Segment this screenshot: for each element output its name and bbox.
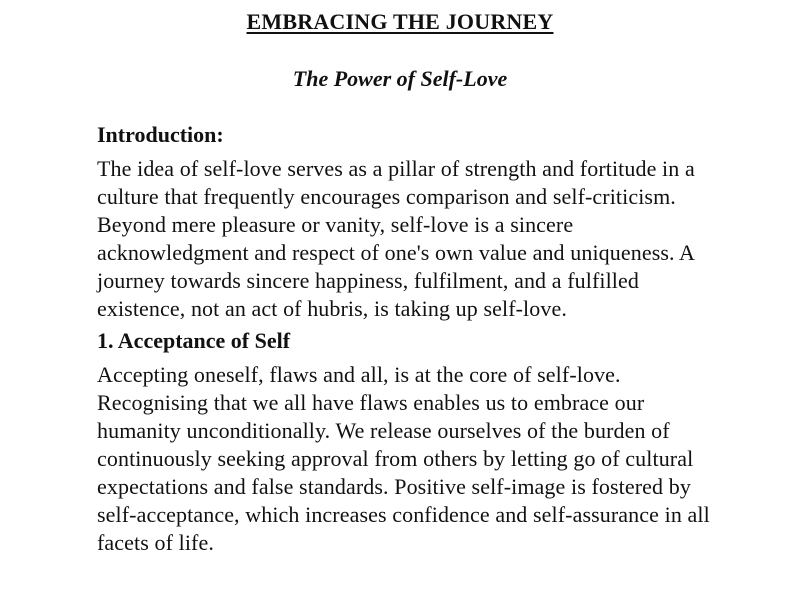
section-heading: 1. Acceptance of Self — [97, 328, 291, 353]
section-paragraph: Accepting oneself, flaws and all, is at the core of self-love. Recognising that we all have flaws enables us to embrace our humanity unconditionally. We release ourselves of the burden of continuously seeking approval from others by letting go of cultural expectations and false standards. Positive self-image is fostered by self-acceptance, which increases confidence and self-assurance in all facets of life. — [97, 362, 710, 555]
section-introduction — [97, 121, 712, 323]
document-subtitle: The Power of Self-Love — [292, 66, 508, 91]
section-heading: Introduction: — [97, 122, 224, 147]
section-paragraph: The idea of self-love serves as a pillar of strength and fortitude in a culture that frequently encourages comparison and self-criticism. Beyond mere pleasure or vanity, self-love is a sincere acknowledgment and respect of one's own value and uniqueness. A journey towards sincere happiness, fulfilment, and a fulfilled existence, not an act of hubris, is taking up self-love. — [97, 156, 695, 321]
document-title: EMBRACING THE JOURNEY — [246, 9, 554, 34]
section-acceptance-of-self — [97, 327, 712, 557]
document-body — [97, 121, 712, 561]
